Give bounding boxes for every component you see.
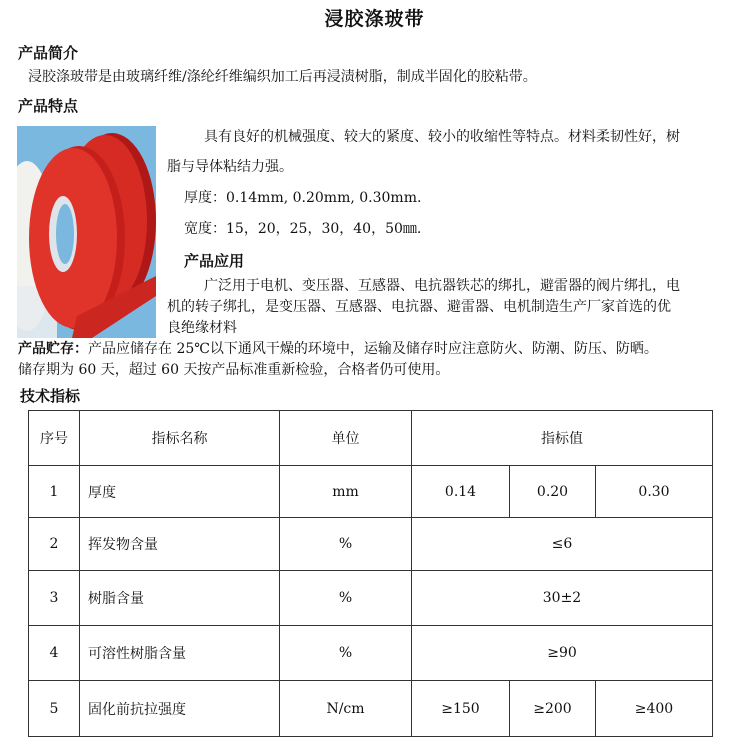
header-no: 序号 [29,411,80,466]
table-row [29,571,713,626]
width-spec: 宽度：15，20，25，30，40，50㎜. [184,221,422,237]
row-value: 0.30 [596,466,713,518]
row-value: 0.20 [510,466,596,518]
thickness-spec: 厚度：0.14mm, 0.20mm, 0.30mm. [184,190,422,206]
intro-heading: 产品简介 [18,44,79,62]
header-unit: 单位 [280,411,412,466]
intro-text: 浸胶涤玻带是由玻璃纤维/涤纶纤维编织加工后再浸渍树脂，制成半固化的胶粘带。 [28,69,537,85]
table-row [29,626,713,681]
row-name: 固化前抗拉强度 [80,681,280,737]
table-row [29,466,713,518]
row-name: 挥发物含量 [80,518,280,571]
row-value: 30±2 [412,571,713,626]
row-value: ≤6 [412,518,713,571]
table-row [29,681,713,737]
application-line-3: 良绝缘材料 [167,320,237,336]
row-unit: % [280,518,412,571]
row-value: ≥150 [412,681,510,737]
application-heading: 产品应用 [184,252,245,270]
row-unit: mm [280,466,412,518]
spec-table [28,410,713,737]
row-name: 可溶性树脂含量 [80,626,280,681]
application-line-1: 广泛用于电机、变压器、互感器、电抗器铁芯的绑扎，避雷器的阀片绑扎，电 [204,278,680,294]
page-title: 浸胶涤玻带 [324,8,425,30]
row-value: ≥400 [596,681,713,737]
row-no: 4 [29,626,80,681]
row-no: 5 [29,681,80,737]
row-unit: % [280,571,412,626]
storage-label: 产品贮存： [18,341,88,357]
table-row [29,518,713,571]
row-unit: % [280,626,412,681]
row-no: 1 [29,466,80,518]
application-line-2: 机的转子绑扎，是变压器、互感器、电抗器、避雷器、电机制造生产厂家首选的优 [167,299,671,315]
features-line-1: 具有良好的机械强度、较大的紧度、较小的收缩性等特点。材料柔韧性好，树 [204,129,680,145]
row-unit: N/cm [280,681,412,737]
row-name: 厚度 [80,466,280,518]
header-name: 指标名称 [80,411,280,466]
row-value: ≥200 [510,681,596,737]
tape-rolls-illustration [17,126,156,338]
features-line-2: 脂与导体粘结力强。 [167,159,293,175]
storage-text: 产品应储存在 25℃以下通风干燥的环境中，运输及储存时应注意防火、防潮、防压、防晒。 [88,341,658,357]
storage-line-2: 储存期为 60 天，超过 60 天按产品标准重新检验，合格者仍可使用。 [18,362,450,378]
row-name: 树脂含量 [80,571,280,626]
row-no: 3 [29,571,80,626]
product-image [17,126,156,338]
specs-heading: 技术指标 [20,387,81,405]
storage-line-1 [18,339,658,360]
features-heading: 产品特点 [18,97,79,115]
table-header-row [29,411,713,466]
row-value: 0.14 [412,466,510,518]
header-value: 指标值 [412,411,713,466]
row-value: ≥90 [412,626,713,681]
row-no: 2 [29,518,80,571]
